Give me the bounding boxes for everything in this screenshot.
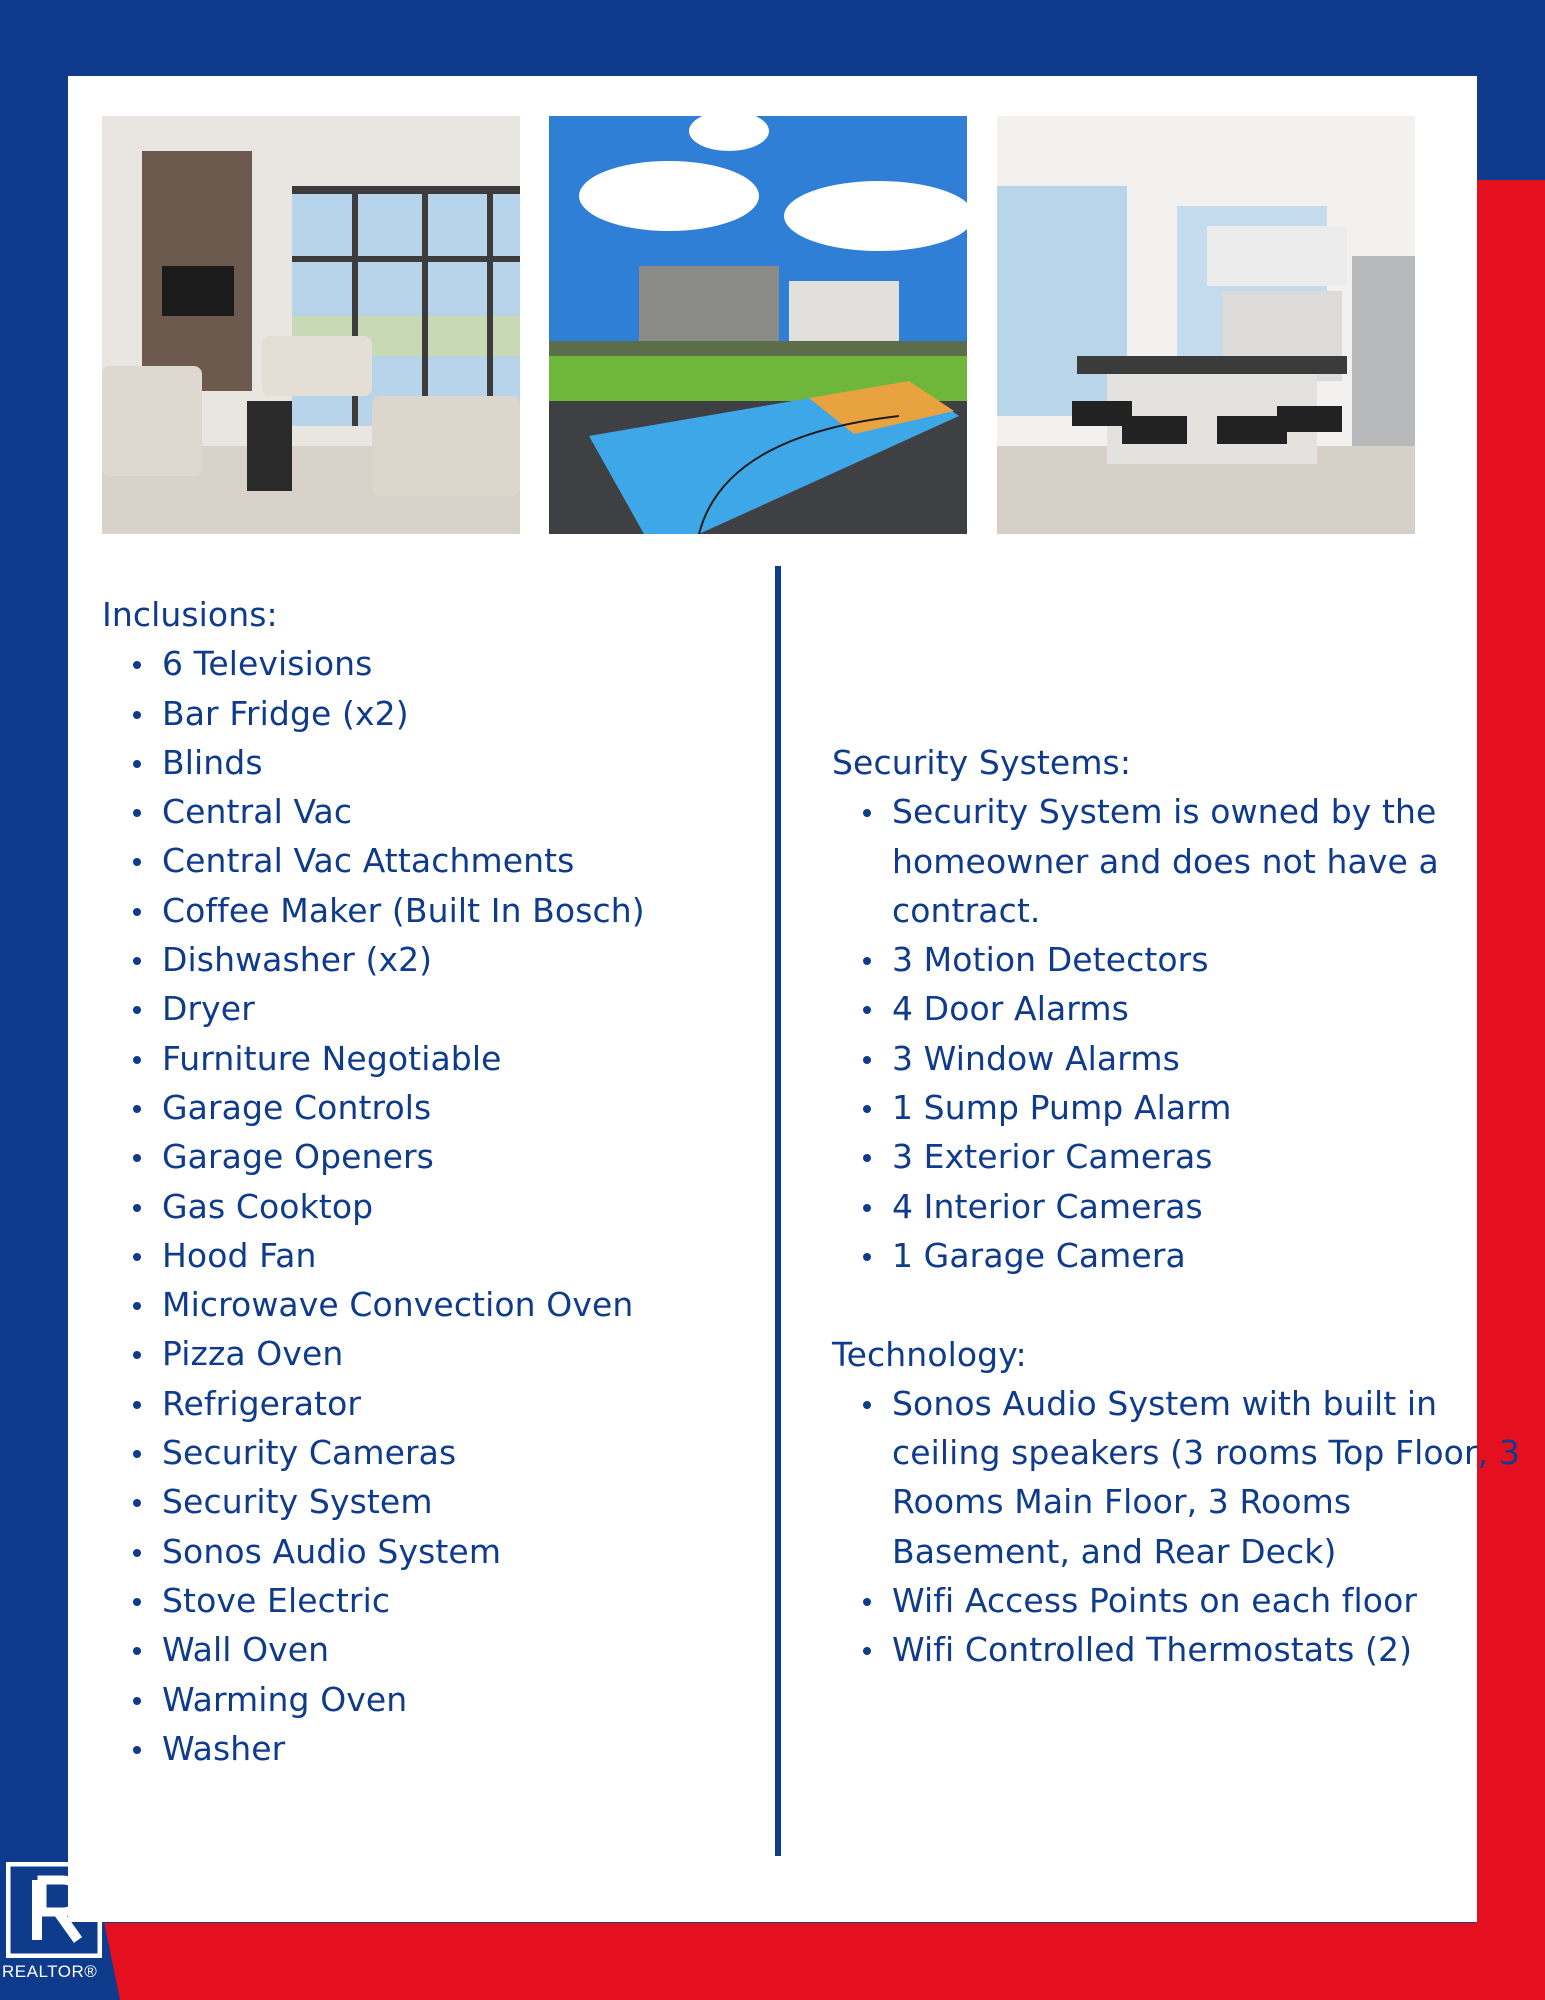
section-spacer [832, 1280, 1522, 1329]
list-item: Washer [162, 1724, 762, 1773]
backyard-sport-court-photo [549, 116, 967, 534]
list-item: Wifi Access Points on each floor [892, 1576, 1522, 1625]
list-item: 4 Door Alarms [892, 984, 1522, 1033]
list-item: 3 Exterior Cameras [892, 1132, 1522, 1181]
list-item: Dryer [162, 984, 762, 1033]
background-red-bottom [0, 1923, 1545, 2000]
list-item: Garage Controls [162, 1083, 762, 1132]
inclusions-section [102, 590, 762, 1773]
list-item: Refrigerator [162, 1379, 762, 1428]
list-item: Wall Oven [162, 1625, 762, 1674]
realtor-logo-icon [6, 1862, 102, 1958]
list-item: 4 Interior Cameras [892, 1182, 1522, 1231]
list-item: Security Cameras [162, 1428, 762, 1477]
inclusions-heading: Inclusions: [102, 595, 278, 634]
living-room-photo [102, 116, 520, 534]
list-item: 1 Garage Camera [892, 1231, 1522, 1280]
list-item: 6 Televisions [162, 639, 762, 688]
list-item: 3 Motion Detectors [892, 935, 1522, 984]
list-item: Hood Fan [162, 1231, 762, 1280]
list-item: Pizza Oven [162, 1329, 762, 1378]
list-item: Warming Oven [162, 1675, 762, 1724]
list-item: Coffee Maker (Built In Bosch) [162, 886, 762, 935]
technology-list [832, 1379, 1522, 1675]
list-item: Wifi Controlled Thermostats (2) [892, 1625, 1522, 1674]
list-item: Bar Fridge (x2) [162, 689, 762, 738]
inclusions-list [102, 639, 762, 1773]
list-item: Security System is owned by the homeowner and does not have a contract. [892, 787, 1522, 935]
security-list [832, 787, 1522, 1280]
list-item: Microwave Convection Oven [162, 1280, 762, 1329]
list-item: Gas Cooktop [162, 1182, 762, 1231]
list-item: Security System [162, 1477, 762, 1526]
realtor-logo [0, 1858, 112, 2000]
list-item: Furniture Negotiable [162, 1034, 762, 1083]
list-item: Blinds [162, 738, 762, 787]
list-item: 1 Sump Pump Alarm [892, 1083, 1522, 1132]
security-heading: Security Systems: [832, 743, 1132, 782]
content-card [68, 76, 1520, 1922]
list-item: Stove Electric [162, 1576, 762, 1625]
list-item: Central Vac Attachments [162, 836, 762, 885]
list-item: Sonos Audio System with built in ceiling speakers (3 rooms Top Floor, 3 Rooms Main Floor, 3 Rooms Basement, and Rear Deck) [892, 1379, 1522, 1576]
list-item: 3 Window Alarms [892, 1034, 1522, 1083]
technology-heading: Technology: [832, 1334, 1027, 1374]
kitchen-photo [997, 116, 1415, 534]
list-item: Dishwasher (x2) [162, 935, 762, 984]
right-column [832, 738, 1522, 1675]
list-item: Central Vac [162, 787, 762, 836]
realtor-text: REALTOR® [2, 1962, 98, 1981]
column-divider [775, 566, 781, 1856]
list-item: Sonos Audio System [162, 1527, 762, 1576]
list-item: Garage Openers [162, 1132, 762, 1181]
